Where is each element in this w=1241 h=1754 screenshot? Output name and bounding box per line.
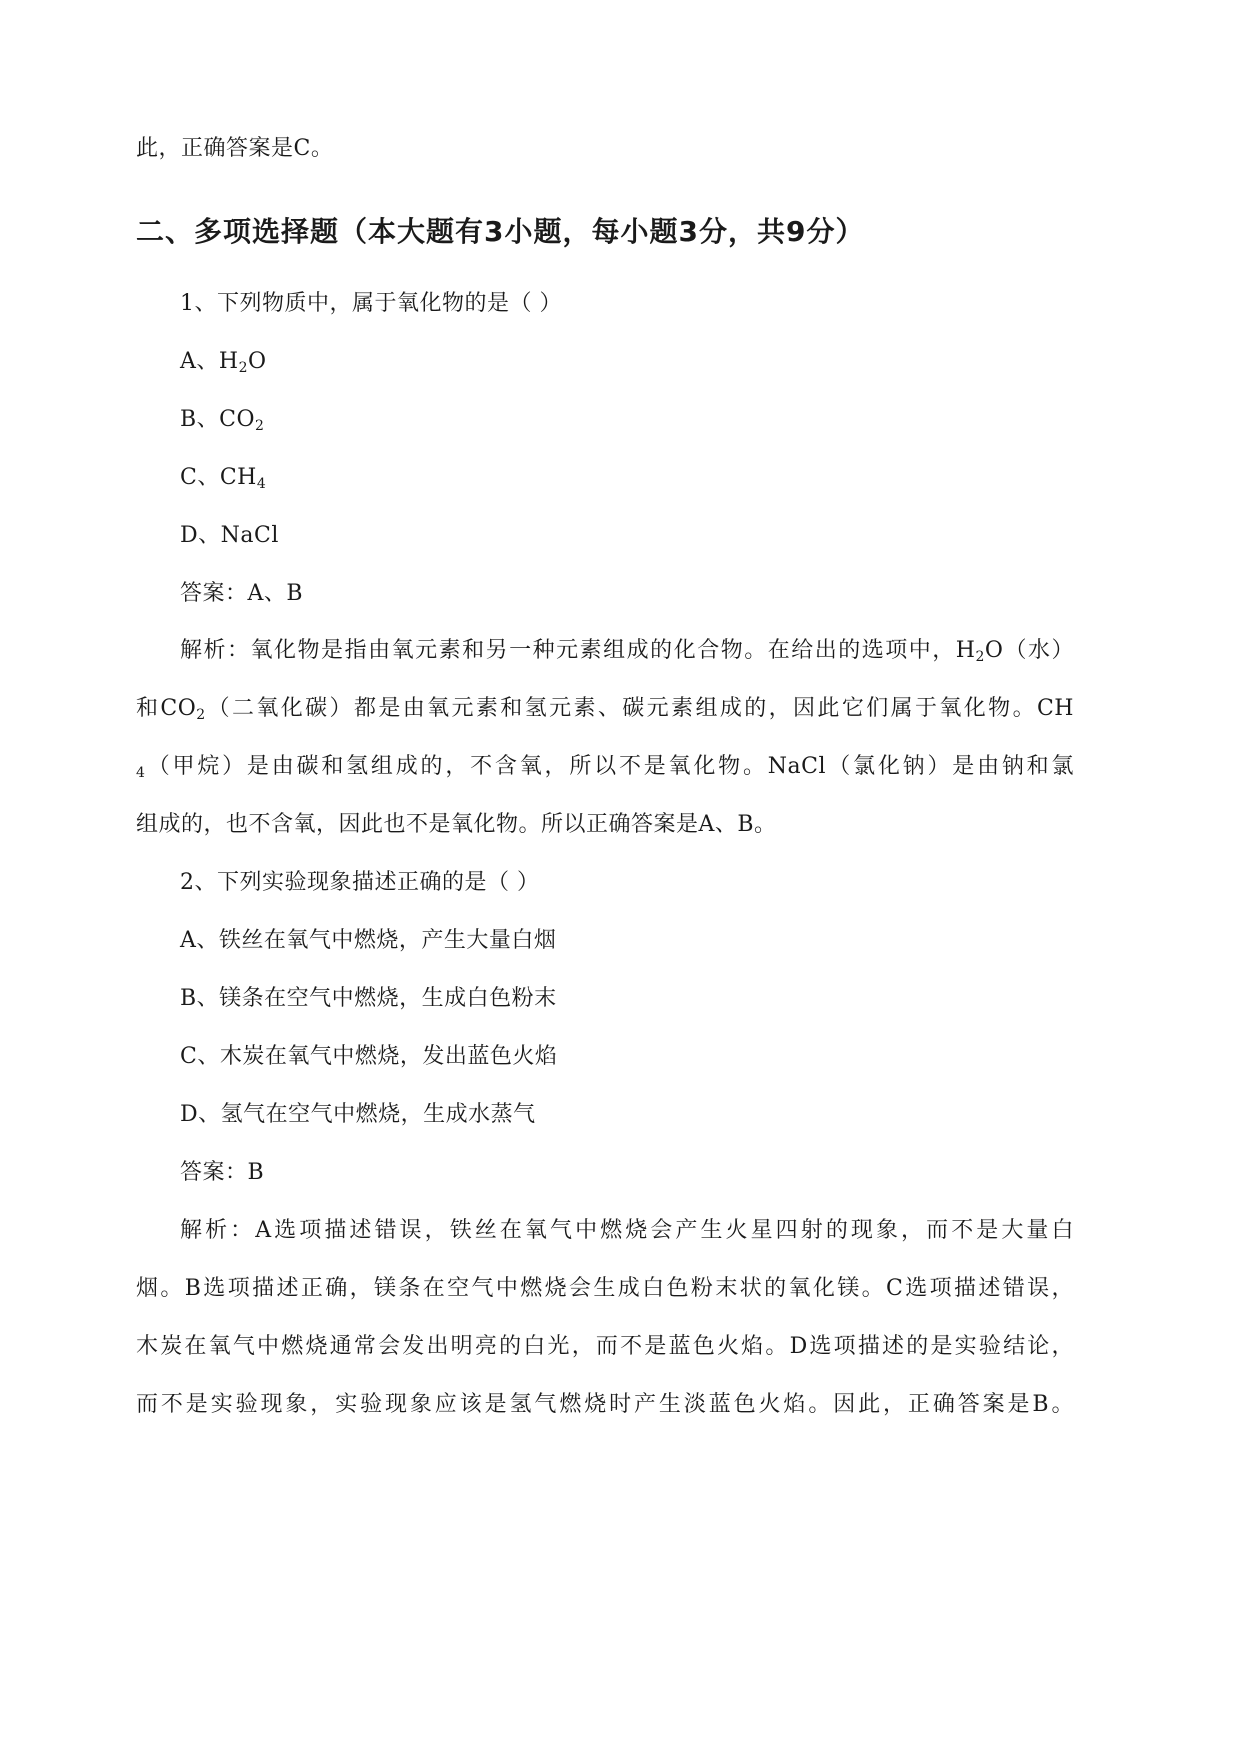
- analysis-text: 解析：氧化物是指由氧元素和另一种元素组成的化合物。在给出的选项中，H: [180, 638, 976, 663]
- question-2-analysis-line-4: 而不是实验现象，实验现象应该是氢气燃烧时产生淡蓝色火焰。因此，正确答案是B。: [136, 1392, 1074, 1417]
- question-1-analysis-line-4: 组成的，也不含氧，因此也不是氧化物。所以正确答案是A、B。: [136, 812, 777, 837]
- formula-subscript: 2: [238, 360, 248, 376]
- question-2-option-a: A、铁丝在氧气中燃烧，产生大量白烟: [180, 928, 557, 953]
- formula-subscript: 2: [196, 707, 206, 723]
- question-2-stem: 2、下列实验现象描述正确的是（ ）: [180, 870, 540, 895]
- formula-tail: O: [248, 349, 267, 374]
- question-2-analysis-line-1: 解析：A选项描述错误，铁丝在氧气中燃烧会产生火星四射的现象，而不是大量白: [180, 1218, 1074, 1243]
- analysis-text: 和CO: [136, 696, 197, 721]
- option-label: A、: [180, 349, 219, 374]
- formula-main: CO: [219, 407, 256, 432]
- question-1-stem: 1、下列物质中，属于氧化物的是（ ）: [180, 291, 562, 316]
- question-1-answer: 答案：A、B: [180, 581, 304, 606]
- analysis-text: O（水）: [984, 638, 1074, 663]
- intro-text: 此，正确答案是C。: [136, 136, 334, 161]
- formula-main: CH: [219, 465, 257, 490]
- analysis-text: （二氧化碳）都是由氧元素和氢元素、碳元素组成的，因此它们属于氧化物。CH: [205, 696, 1074, 721]
- question-2-option-d: D、氢气在空气中燃烧，生成水蒸气: [180, 1102, 536, 1127]
- question-1-option-a: [180, 347, 267, 377]
- question-1-analysis-line-2: [136, 694, 1074, 724]
- question-1-option-d: D、NaCl: [180, 523, 279, 548]
- question-1-analysis-line-3: [136, 752, 1074, 782]
- question-2-analysis-line-3: 木炭在氧气中燃烧通常会发出明亮的白光，而不是蓝色火焰。D选项描述的是实验结论，: [136, 1334, 1074, 1359]
- question-2-analysis-line-2: 烟。B选项描述正确，镁条在空气中燃烧会生成白色粉末状的氧化镁。C选项描述错误，: [136, 1276, 1074, 1301]
- question-2-answer: 答案：B: [180, 1160, 265, 1185]
- formula-subscript: 2: [255, 418, 265, 434]
- question-2-option-b: B、镁条在空气中燃烧，生成白色粉末: [180, 986, 557, 1011]
- formula-subscript: 4: [256, 476, 267, 492]
- question-2-option-c: C、木炭在氧气中燃烧，发出蓝色火焰: [180, 1044, 558, 1069]
- formula-subscript: 4: [136, 765, 146, 781]
- option-label: B、: [180, 407, 220, 432]
- question-1-analysis-line-1: [180, 636, 1074, 666]
- section-heading: 二、多项选择题（本大题有3小题，每小题3分，共9分）: [136, 215, 865, 248]
- analysis-text: （甲烷）是由碳和氢组成的，不含氧，所以不是氧化物。NaCl（氯化钠）是由钠和氯: [145, 754, 1074, 779]
- formula-subscript: 2: [975, 649, 985, 665]
- question-1-option-c: [180, 463, 266, 493]
- formula-main: H: [218, 349, 239, 374]
- option-label: C、: [180, 465, 220, 490]
- question-1-option-b: [180, 405, 264, 435]
